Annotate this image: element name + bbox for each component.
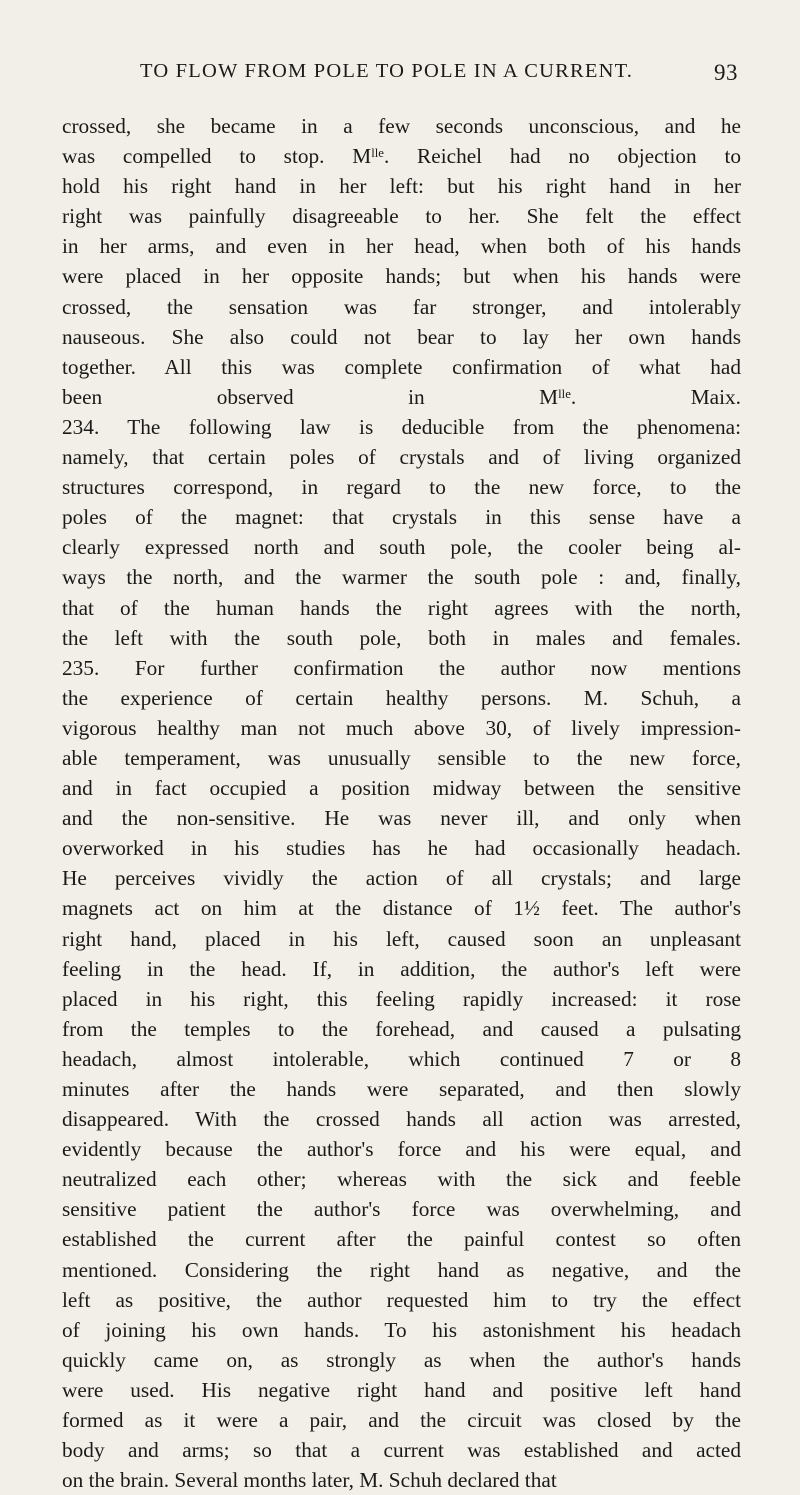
text-line: minutes after the hands were separated, and then slowly <box>62 1077 741 1101</box>
text-line: evidently because the author's force and his were equal, and <box>62 1137 741 1162</box>
text-line: headach, almost intolerable, which continued 7 or 8 <box>62 1046 741 1071</box>
text-line: formed as it were a pair, and the circuit was closed by the <box>62 1408 741 1433</box>
text-line: placed in his right, this feeling rapidly increased: it rose <box>62 986 741 1011</box>
text-line: right hand, placed in his left, caused soon an unpleasant <box>62 926 741 951</box>
text-line: overworked in his studies has he had occasionally headach. <box>62 836 741 861</box>
text-line: the experience of certain healthy persons. M. Schuh, a <box>62 685 741 710</box>
text-line: crossed, the sensation was far stronger, and intolerably <box>62 294 741 319</box>
text-line: structures correspond, in regard to the new force, to the <box>62 475 741 500</box>
text-line: namely, that certain poles of crystals and of living organized <box>62 445 741 470</box>
text-line: magnets act on him at the distance of 1½ feet. The author's <box>62 896 741 921</box>
page-number: 93 <box>714 60 738 85</box>
text-line: and in fact occupied a position midway between the sensitive <box>62 776 741 801</box>
text-line: 234. The following law is deducible from the phenomena: <box>62 414 741 439</box>
text-line: ways the north, and the warmer the south pole : and, finally, <box>62 565 741 590</box>
text-line: was compelled to stop. $M^{lle}$. Reichel had no objection to <box>62 144 742 169</box>
running-title: TO FLOW FROM POLE TO POLE IN A CURRENT. <box>140 60 634 82</box>
text-line: crossed, she became in a few seconds unconscious, and he <box>62 114 741 138</box>
text-line: mentioned. Considering the right hand as negative, and the <box>62 1257 741 1282</box>
body-text <box>62 111 741 1495</box>
text-line: were used. His negative right hand and positive left hand <box>62 1377 741 1402</box>
text-line: nauseous. She also could not bear to lay her own hands <box>62 324 741 349</box>
text-line: sensitive patient the author's force was overwhelming, and <box>62 1197 741 1222</box>
text-line: together. All this was complete confirmation of what had <box>62 354 741 379</box>
text-line: right was painfully disagreeable to her. She felt the effect <box>62 204 741 229</box>
text-line: He perceives vividly the action of all crystals; and large <box>62 866 741 891</box>
text-line: vigorous healthy man not much above 30, of lively impression- <box>62 715 741 740</box>
text-line: from the temples to the forehead, and caused a pulsating <box>62 1016 741 1041</box>
text-line: poles of the magnet: that crystals in this sense have a <box>62 505 741 530</box>
text-line: established the current after the painful contest so often <box>62 1227 741 1252</box>
text-line: able temperament, was unusually sensible to the new force, <box>62 745 741 770</box>
text-line: the left with the south pole, both in males and females. <box>62 625 741 650</box>
text-line: were placed in her opposite hands; but when his hands were <box>62 264 741 289</box>
text-line: hold his right hand in her left: but his right hand in her <box>62 174 741 199</box>
text-line: been observed in $M^{lle}$. Maix. <box>62 384 741 409</box>
text-line: left as positive, the author requested him to try the effect <box>62 1287 741 1312</box>
text-line: of joining his own hands. To his astonishment his headach <box>62 1317 741 1342</box>
text-line: on the brain. Several months later, M. Schuh declared that <box>62 1468 557 1493</box>
text-line: clearly expressed north and south pole, the cooler being al- <box>62 535 741 560</box>
text-line: and the non-sensitive. He was never ill, and only when <box>62 806 741 831</box>
text-line: 235. For further confirmation the author now mentions <box>62 655 741 680</box>
text-line: feeling in the head. If, in addition, the author's left were <box>62 956 741 981</box>
text-line: body and arms; so that a current was established and acted <box>62 1438 741 1463</box>
text-line: that of the human hands the right agrees with the north, <box>62 595 741 620</box>
text-line: disappeared. With the crossed hands all action was arrested, <box>62 1107 741 1132</box>
text-line: in her arms, and even in her head, when both of his hands <box>62 234 741 259</box>
text-line: quickly came on, as strongly as when the author's hands <box>62 1347 741 1372</box>
running-header <box>140 60 738 90</box>
text-line: neutralized each other; whereas with the sick and feeble <box>62 1167 741 1192</box>
